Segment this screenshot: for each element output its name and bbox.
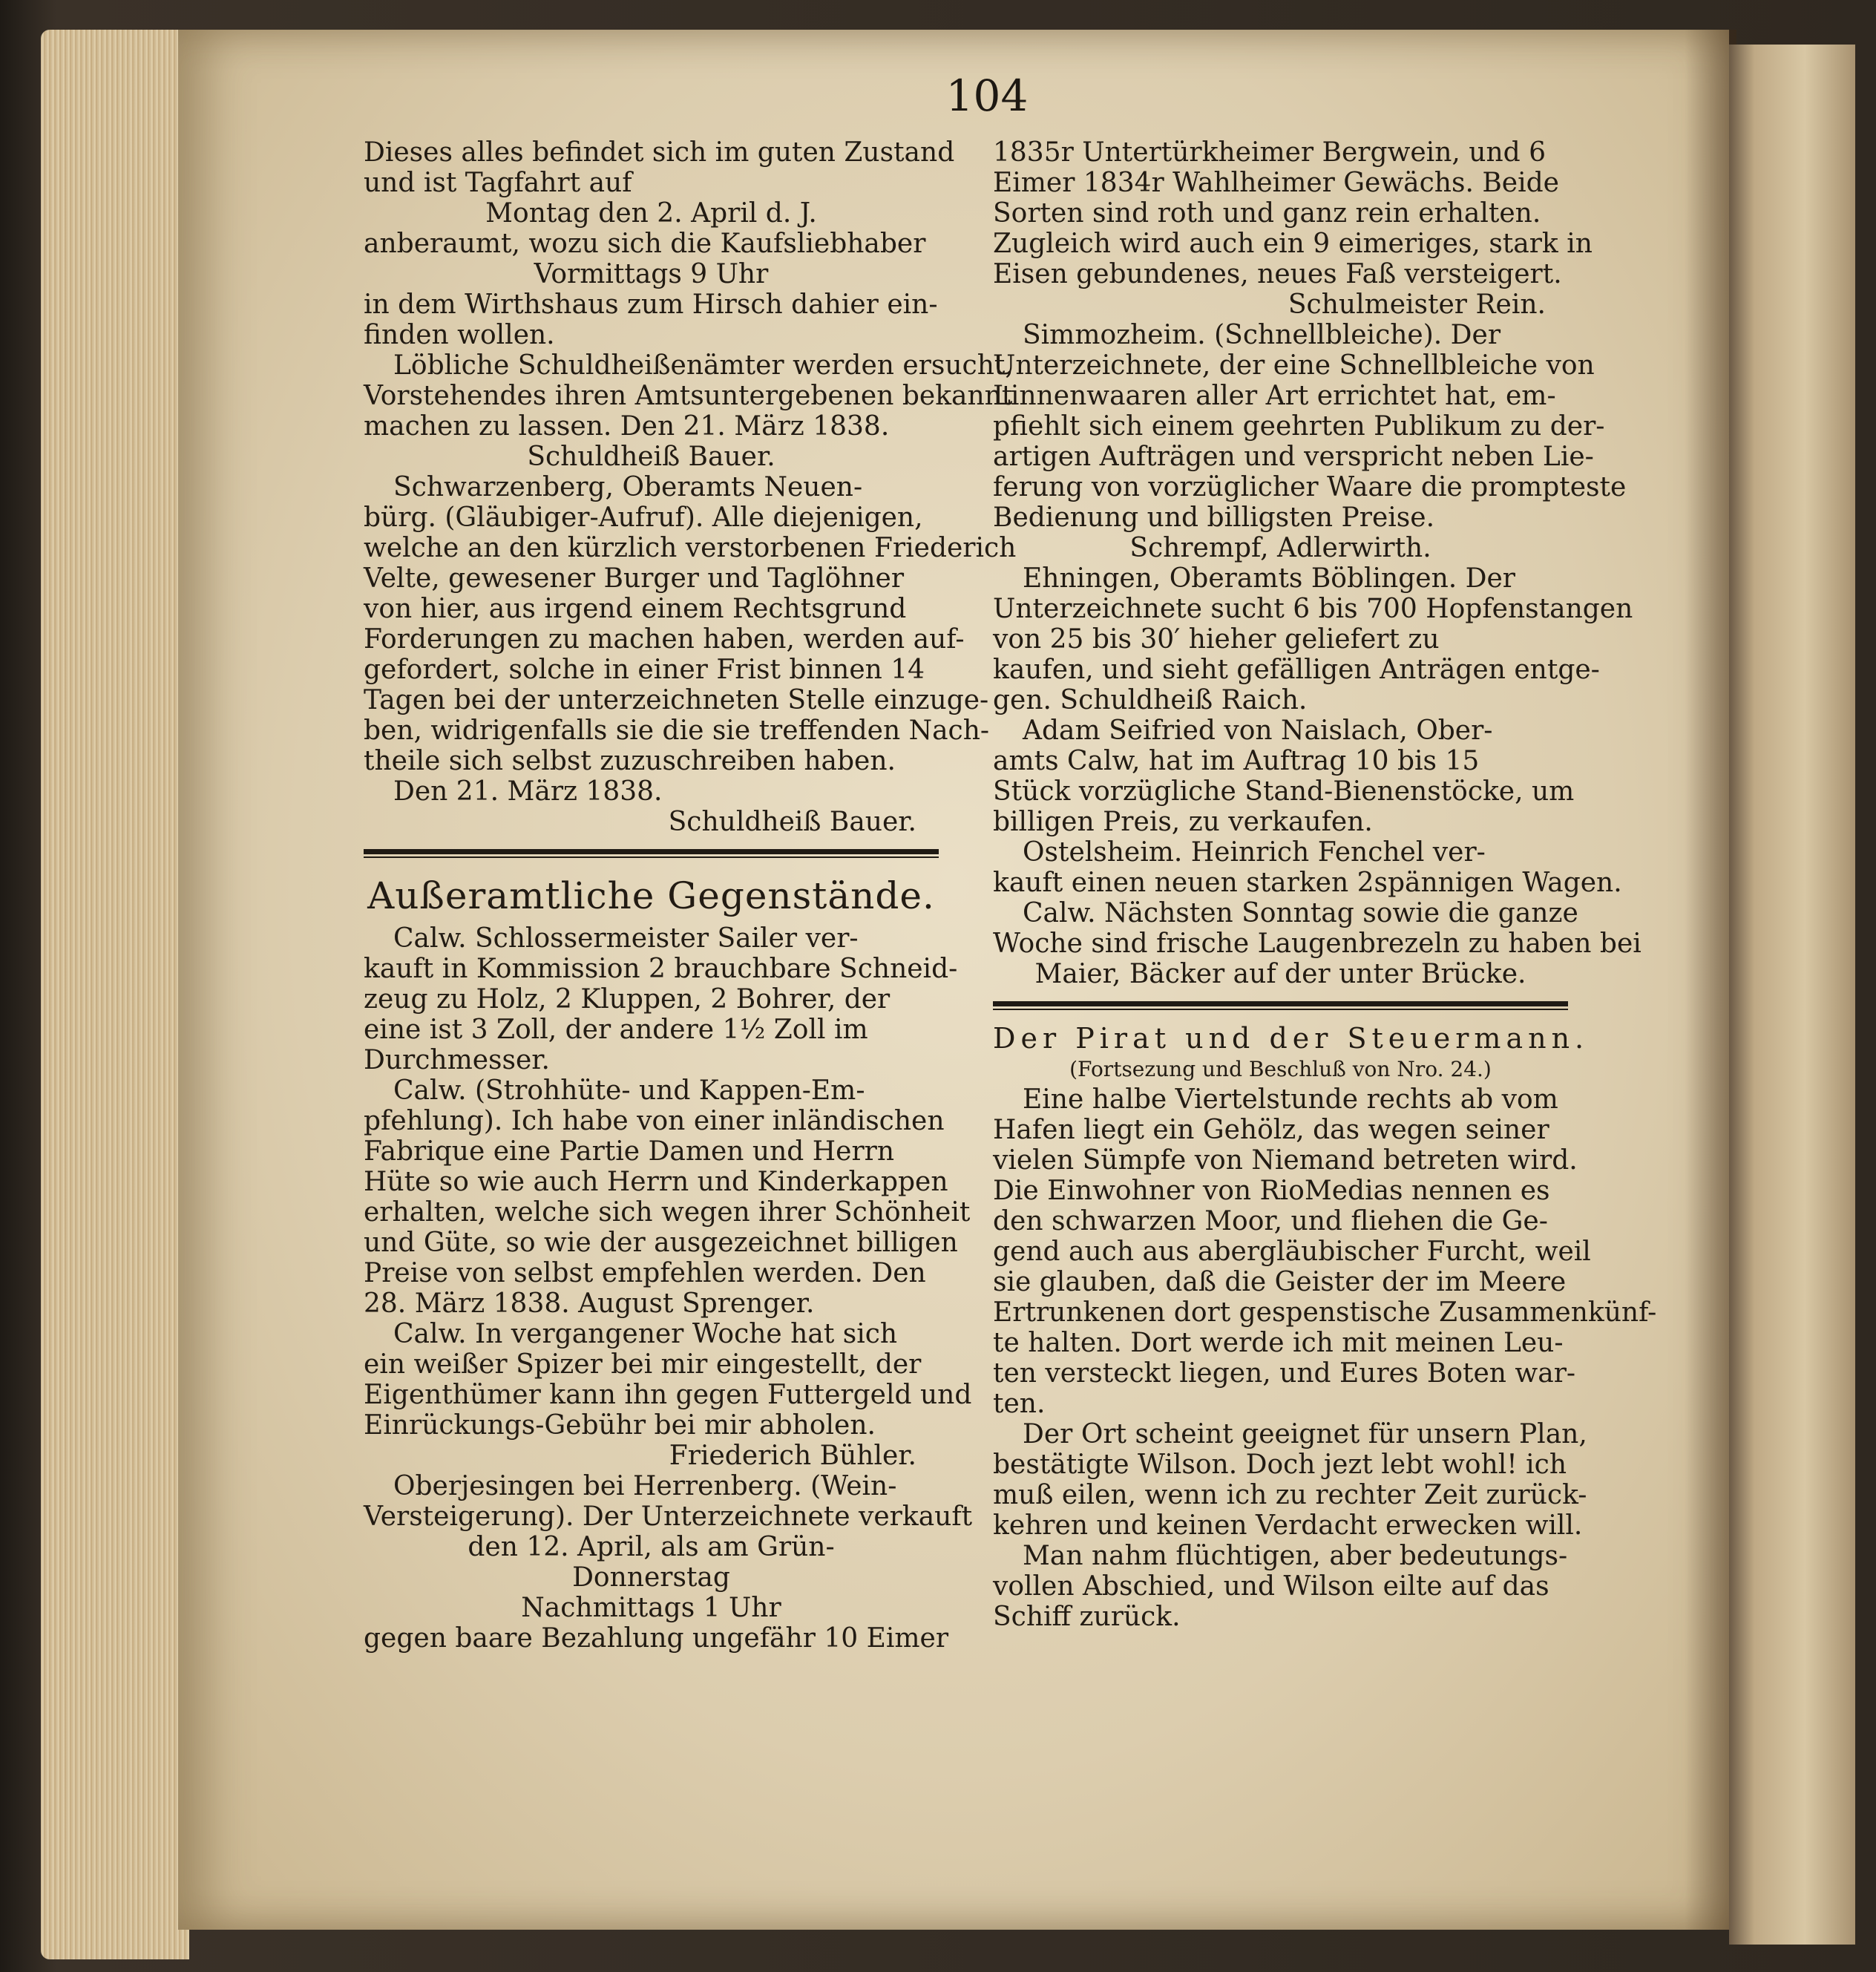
- text-line: Versteigerung). Der Unterzeichnete verkauft: [364, 1501, 973, 1532]
- text-line: finden wollen.: [364, 320, 555, 350]
- text-line: Bedienung und billigsten Preise.: [993, 502, 1435, 533]
- text-line: Man nahm flüchtigen, aber bedeutungs-: [1023, 1541, 1568, 1571]
- text-line: vielen Sümpfe von Niemand betreten wird.: [993, 1145, 1578, 1176]
- text-line: Einrückungs-Gebühr bei mir abholen.: [364, 1410, 876, 1441]
- text-line: gegen baare Bezahlung ungefähr 10 Eimer: [364, 1623, 949, 1654]
- text-line: bürg. (Gläubiger-Aufruf). Alle diejenigen,: [364, 502, 923, 533]
- text-line: ten.: [993, 1389, 1046, 1419]
- story-title: Der Pirat und der Steuermann.: [993, 1022, 1590, 1055]
- text-line: gen. Schuldheiß Raich.: [993, 685, 1308, 715]
- story-subtitle: (Fortsezung und Beschluß von Nro. 24.): [1069, 1057, 1492, 1081]
- text-line: Calw. Nächsten Sonntag sowie die ganze: [1023, 898, 1578, 928]
- text-line: Schiff zurück.: [993, 1602, 1181, 1632]
- text-line: Stück vorzügliche Stand-Bienenstöcke, um: [993, 776, 1575, 807]
- text-line: eine ist 3 Zoll, der andere 1½ Zoll im: [364, 1015, 868, 1045]
- text-line: Velte, gewesener Burger und Taglöhner: [364, 563, 905, 594]
- text-line: Schuldheiß Bauer.: [668, 807, 916, 837]
- text-line: Fabrique eine Partie Damen und Herrn: [364, 1136, 895, 1167]
- text-line: billigen Preis, zu verkaufen.: [993, 807, 1373, 837]
- left-column-advertisements: [364, 923, 973, 1654]
- text-line: bestätigte Wilson. Doch jezt lebt wohl! ich: [993, 1449, 1567, 1480]
- section-heading: Außeramtliche Gegenstände.: [367, 874, 935, 917]
- text-line: erhalten, welche sich wegen ihrer Schönheit: [364, 1197, 971, 1228]
- text-line: Dieses alles befindet sich im guten Zustand: [364, 137, 955, 168]
- text-line: Friederich Bühler.: [669, 1441, 916, 1471]
- text-line: gend auch aus abergläubischer Furcht, weil: [993, 1236, 1591, 1267]
- text-line: Ostelsheim. Heinrich Fenchel ver-: [1023, 837, 1486, 868]
- text-line: 1835r Untertürkheimer Bergwein, und 6: [993, 137, 1547, 168]
- text-line: Simmozheim. (Schnellbleiche). Der: [1023, 320, 1501, 350]
- page-number: 104: [945, 71, 1029, 121]
- text-line: Die Einwohner von RioMedias nennen es: [993, 1176, 1550, 1206]
- text-line: kaufen, und sieht gefälligen Anträgen entge-: [993, 655, 1600, 685]
- text-line: te halten. Dort werde ich mit meinen Leu-: [993, 1328, 1564, 1358]
- right-column: [993, 137, 1657, 1632]
- text-line: von 25 bis 30′ hieher geliefert zu: [993, 624, 1440, 655]
- text-line: Schwarzenberg, Oberamts Neuen-: [393, 472, 863, 502]
- text-line: machen zu lassen. Den 21. März 1838.: [364, 411, 890, 442]
- section-divider: [364, 849, 939, 858]
- text-line: Schulmeister Rein.: [1288, 289, 1546, 320]
- text-line: amts Calw, hat im Auftrag 10 bis 15: [993, 746, 1480, 776]
- text-line: Löbliche Schuldheißenämter werden ersucht,: [393, 350, 1014, 381]
- story-divider: [993, 1001, 1568, 1010]
- text-line: Montag den 2. April d. J.: [485, 198, 817, 229]
- text-line: Adam Seifried von Naislach, Ober-: [1023, 715, 1493, 746]
- text-line: Ertrunkenen dort gespenstische Zusammenkünf-: [993, 1297, 1657, 1328]
- text-line: Calw. (Strohhüte- und Kappen-Em-: [393, 1075, 865, 1106]
- text-line: sie glauben, daß die Geister der im Meere: [993, 1267, 1567, 1297]
- text-line: Forderungen zu machen haben, werden auf-: [364, 624, 965, 655]
- text-line: Tagen bei der unterzeichneten Stelle einzuge-: [364, 685, 989, 715]
- text-line: Vormittags 9 Uhr: [534, 259, 769, 289]
- text-line: von hier, aus irgend einem Rechtsgrund: [364, 594, 907, 624]
- text-line: Hafen liegt ein Gehölz, das wegen seiner: [993, 1115, 1549, 1145]
- text-line: Calw. Schlossermeister Sailer ver-: [393, 923, 859, 954]
- text-line: ferung von vorzüglicher Waare die prompteste: [993, 472, 1627, 502]
- story-text: [993, 1084, 1657, 1632]
- text-line: Eigenthümer kann ihn gegen Futtergeld und: [364, 1380, 972, 1410]
- text-line: Unterzeichnete sucht 6 bis 700 Hopfenstangen: [993, 594, 1633, 624]
- text-line: kauft einen neuen starken 2spännigen Wagen.: [993, 868, 1622, 898]
- text-line: pfiehlt sich einem geehrten Publikum zu der-: [993, 411, 1605, 442]
- text-line: Oberjesingen bei Herrenberg. (Wein-: [393, 1471, 897, 1501]
- text-line: kauft in Kommission 2 brauchbare Schneid-: [364, 954, 958, 984]
- text-line: Der Ort scheint geeignet für unsern Plan,: [1023, 1419, 1587, 1449]
- text-line: welche an den kürzlich verstorbenen Friederich: [364, 533, 1017, 563]
- text-line: Sorten sind roth und ganz rein erhalten.: [993, 198, 1541, 229]
- text-line: Donnerstag: [572, 1562, 730, 1593]
- text-line: theile sich selbst zuzuschreiben haben.: [364, 746, 896, 776]
- text-line: Nachmittags 1 Uhr: [521, 1593, 781, 1623]
- text-line: kehren und keinen Verdacht erwecken will.: [993, 1510, 1583, 1541]
- text-line: Calw. In vergangener Woche hat sich: [393, 1319, 898, 1349]
- text-line: in dem Wirthshaus zum Hirsch dahier ein-: [364, 289, 938, 320]
- text-line: Schuldheiß Bauer.: [527, 442, 775, 472]
- text-line: artigen Aufträgen und verspricht neben Lie-: [993, 442, 1594, 472]
- text-line: Den 21. März 1838.: [393, 776, 663, 807]
- book-page-edges: [41, 30, 189, 1959]
- text-line: den 12. April, als am Grün-: [468, 1532, 835, 1562]
- text-line: Ehningen, Oberamts Böblingen. Der: [1023, 563, 1516, 594]
- text-line: ten versteckt liegen, und Eures Boten war-: [993, 1358, 1576, 1389]
- text-line: 28. März 1838. August Sprenger.: [364, 1288, 815, 1319]
- text-line: Linnenwaaren aller Art errichtet hat, em-: [993, 381, 1556, 411]
- text-line: Vorstehendes ihren Amtsuntergebenen bekannt: [364, 381, 1013, 411]
- text-line: Eisen gebundenes, neues Faß versteigert.: [993, 259, 1562, 289]
- right-column-advertisements: [993, 137, 1642, 989]
- facing-page-edge: [1729, 45, 1855, 1945]
- text-line: Maier, Bäcker auf der unter Brücke.: [1034, 959, 1526, 989]
- text-line: Preise von selbst empfehlen werden. Den: [364, 1258, 926, 1288]
- left-column-notices: [364, 137, 1017, 837]
- text-line: ein weißer Spizer bei mir eingestellt, der: [364, 1349, 922, 1380]
- text-line: pfehlung). Ich habe von einer inländischen: [364, 1106, 945, 1136]
- text-line: und Güte, so wie der ausgezeichnet billigen: [364, 1228, 958, 1258]
- text-line: Unterzeichnete, der eine Schnellbleiche von: [993, 350, 1595, 381]
- text-line: und ist Tagfahrt auf: [364, 168, 632, 198]
- text-line: gefordert, solche in einer Frist binnen 14: [364, 655, 925, 685]
- text-line: ben, widrigenfalls sie die sie treffenden Nach-: [364, 715, 990, 746]
- text-line: zeug zu Holz, 2 Kluppen, 2 Bohrer, der: [364, 984, 891, 1015]
- text-line: Eine halbe Viertelstunde rechts ab vom: [1023, 1084, 1558, 1115]
- text-line: muß eilen, wenn ich zu rechter Zeit zurück-: [993, 1480, 1587, 1510]
- text-line: Woche sind frische Laugenbrezeln zu haben bei: [993, 928, 1642, 959]
- text-line: Zugleich wird auch ein 9 eimeriges, stark in: [993, 229, 1593, 259]
- text-line: Schrempf, Adlerwirth.: [1129, 533, 1431, 563]
- text-line: Durchmesser.: [364, 1045, 550, 1075]
- text-line: Hüte so wie auch Herrn und Kinderkappen: [364, 1167, 948, 1197]
- text-line: vollen Abschied, und Wilson eilte auf das: [993, 1571, 1549, 1602]
- left-column: [364, 137, 1017, 1654]
- text-line: anberaumt, wozu sich die Kaufsliebhaber: [364, 229, 926, 259]
- text-line: den schwarzen Moor, und fliehen die Ge-: [993, 1206, 1548, 1236]
- text-line: Eimer 1834r Wahlheimer Gewächs. Beide: [993, 168, 1559, 198]
